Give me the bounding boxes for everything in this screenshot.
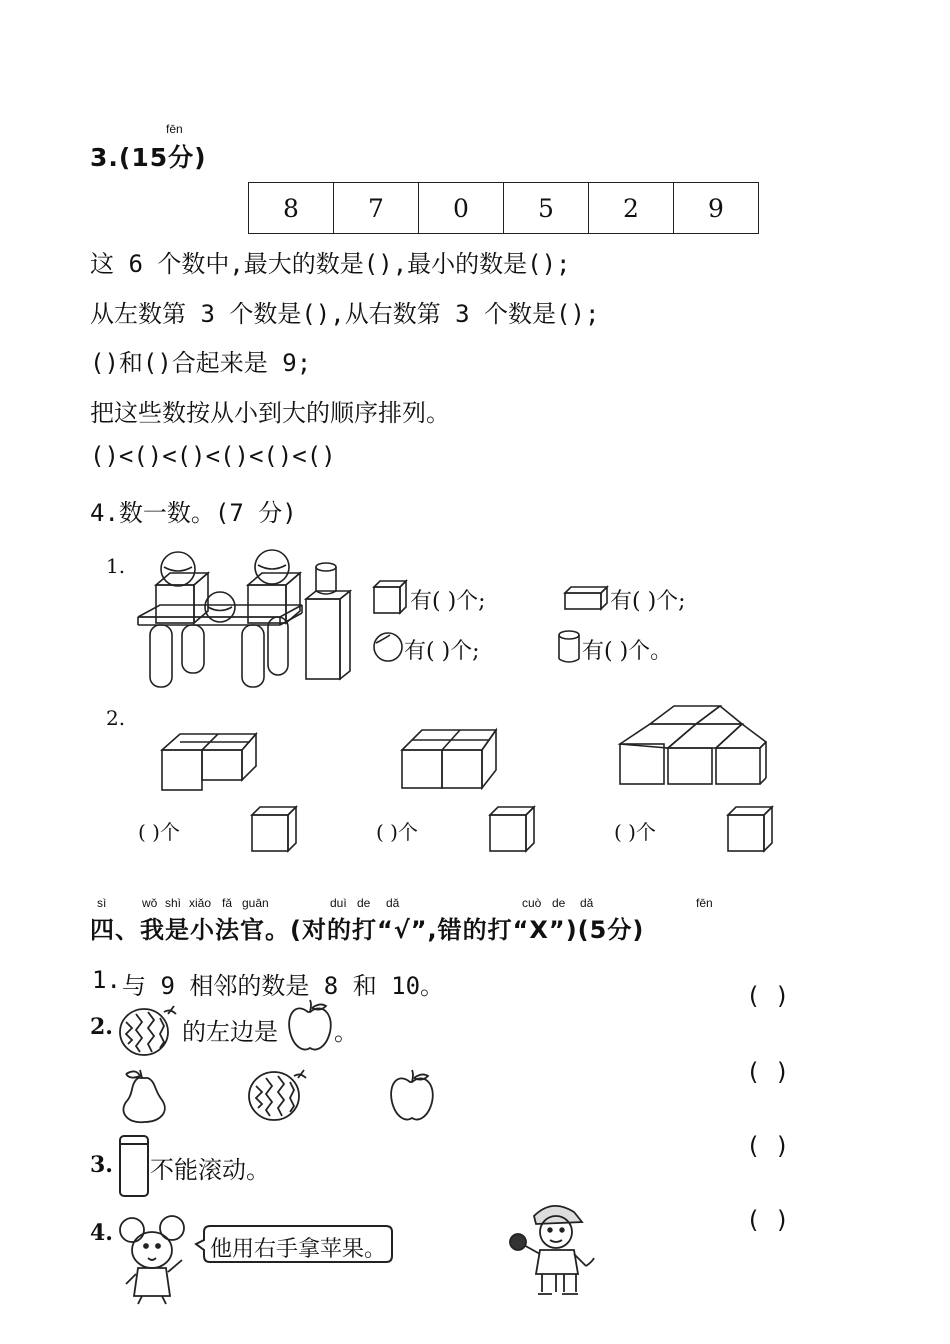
cube-icon: [250, 805, 300, 855]
q3-line-5: ()<()<()<()<()<(): [90, 442, 336, 470]
number-cell: 2: [589, 183, 674, 234]
item1-text: 与 9 相邻的数是 8 和 10。: [122, 972, 445, 1000]
shape-building-illustration: [130, 545, 360, 695]
cube-stack-1: [160, 730, 260, 792]
section4-title: 四、我是小法官。(对的打“√”,错的打“X”)(5分): [90, 916, 645, 944]
q3-title: 3.(15分): [90, 143, 207, 172]
cylinder-count-blank: 有( )个。: [582, 639, 673, 664]
pinyin: cuò: [522, 896, 542, 910]
pinyin: de: [357, 896, 371, 910]
item1-number: 1.: [92, 966, 121, 994]
item4-answer[interactable]: ( ): [746, 1206, 790, 1234]
number-cell: 9: [674, 183, 759, 234]
pinyin: xiǎo: [189, 896, 212, 910]
q3-line-1: 这 6 个数中,最大的数是(),最小的数是();: [90, 250, 571, 278]
q4-title: 4.数一数。(7 分): [90, 499, 297, 527]
number-cell: 8: [249, 183, 334, 234]
cube-icon: [726, 805, 776, 855]
speech-text: 他用右手拿苹果。: [210, 1237, 387, 1262]
cube-count-blank: 有( )个;: [410, 589, 486, 614]
boy-holding-apple-illustration: [500, 1196, 610, 1306]
item3-text: 不能滚动。: [150, 1156, 270, 1184]
item2-text: 的左边是: [182, 1018, 278, 1046]
cube-icon: [488, 805, 538, 855]
apple-icon: [286, 1000, 334, 1054]
pinyin: duì: [330, 896, 347, 910]
mouse-character-illustration: [116, 1214, 196, 1306]
apple-icon: [388, 1068, 436, 1124]
pinyin: dǎ: [386, 896, 400, 910]
pinyin: fǎ: [222, 896, 233, 910]
pinyin: sì: [97, 896, 107, 910]
pinyin: dǎ: [580, 896, 594, 910]
pinyin: guān: [242, 896, 269, 910]
part2-label: 2.: [106, 706, 126, 730]
q3-line-4: 把这些数按从小到大的顺序排列。: [90, 399, 450, 427]
cuboid-icon: [563, 585, 609, 613]
sphere-icon: [372, 631, 404, 663]
stack3-count-blank: ( )个: [614, 820, 656, 844]
cube-stack-2: [400, 726, 500, 792]
cube-stack-3: [616, 704, 774, 786]
item3-number: 3.: [90, 1152, 113, 1178]
item2-number: 2.: [90, 1014, 113, 1040]
number-cell: 7: [334, 183, 419, 234]
pinyin: de: [552, 896, 566, 910]
item1-answer[interactable]: ( ): [746, 982, 790, 1010]
item2-answer[interactable]: ( ): [746, 1058, 790, 1086]
cylinder-icon: [116, 1134, 152, 1198]
pear-icon: [118, 1066, 170, 1124]
watermelon-icon: [244, 1064, 310, 1124]
q3-line-2: 从左数第 3 个数是(),从右数第 3 个数是();: [90, 300, 600, 328]
q3-line-3: ()和()合起来是 9;: [90, 349, 312, 377]
cylinder-icon: [556, 629, 582, 665]
number-cell: 0: [419, 183, 504, 234]
watermelon-icon: [116, 1002, 180, 1058]
item2-tail: 。: [334, 1018, 358, 1046]
stack1-count-blank: ( )个: [138, 820, 180, 844]
part1-label: 1.: [106, 554, 126, 578]
number-cell: 5: [504, 183, 589, 234]
pinyin: fēn: [696, 896, 713, 910]
sphere-count-blank: 有( )个;: [404, 639, 480, 664]
pinyin: shì: [165, 896, 182, 910]
number-table: [248, 182, 759, 234]
stack2-count-blank: ( )个: [376, 820, 418, 844]
pinyin-fen: fēn: [166, 122, 183, 136]
item3-answer[interactable]: ( ): [746, 1132, 790, 1160]
item4-number: 4.: [90, 1220, 113, 1246]
cuboid-count-blank: 有( )个;: [610, 589, 686, 614]
cube-icon: [372, 579, 408, 615]
pinyin: wǒ: [142, 896, 158, 910]
